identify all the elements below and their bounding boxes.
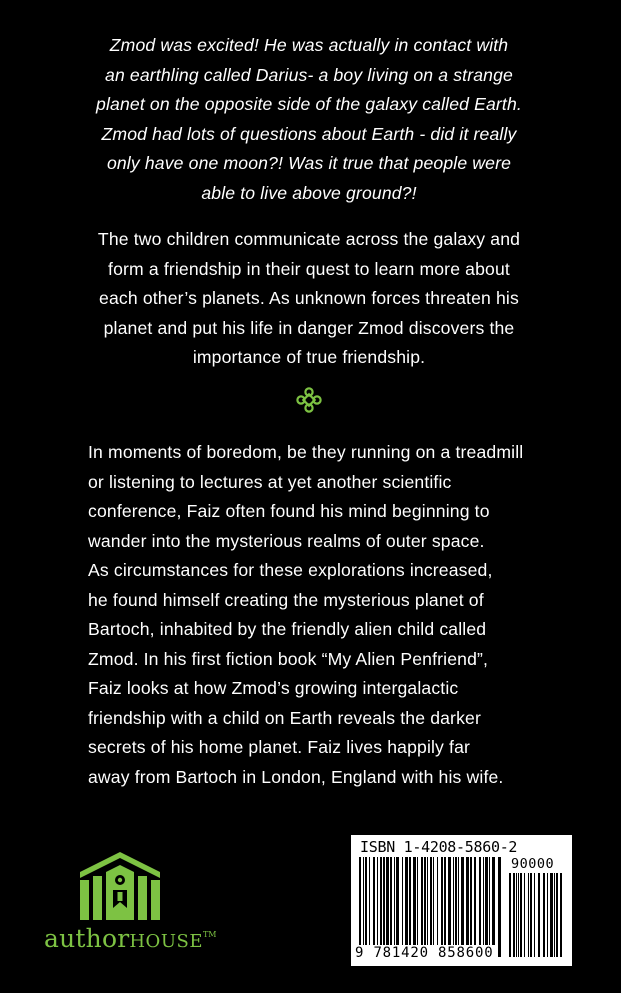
barcode-bar bbox=[413, 857, 416, 945]
author-bio-line: Zmod. In his first fiction book “My Alien Penfriend”, bbox=[88, 648, 489, 669]
trademark-mark: TM bbox=[202, 930, 217, 939]
barcode-bar bbox=[427, 857, 428, 945]
publisher-name-part1: author bbox=[44, 924, 130, 953]
addon-digits: 90000 bbox=[511, 856, 555, 872]
barcode-bar bbox=[483, 857, 484, 945]
author-bio-line: secrets of his home planet. Faiz lives happily far bbox=[88, 737, 471, 757]
author-bio-line: wander into the mysterious realms of outer space. bbox=[88, 530, 485, 551]
barcode-bar bbox=[409, 857, 411, 945]
synopsis-line: planet and put his life in danger Zmod discovers the bbox=[103, 317, 515, 338]
barcode-bar bbox=[485, 857, 488, 945]
barcode-bar bbox=[489, 857, 490, 945]
addon-bar bbox=[550, 873, 553, 957]
synopsis-line: The two children communicate across the galaxy and bbox=[97, 229, 521, 249]
teaser-paragraph bbox=[88, 31, 530, 208]
publisher-logo bbox=[40, 846, 220, 956]
barcode-bar bbox=[453, 857, 454, 945]
barcode-bar bbox=[405, 857, 408, 945]
teaser-line: an earthling called Darius- a boy living on a strange bbox=[105, 64, 513, 85]
addon-bar bbox=[560, 873, 562, 957]
addon-bar bbox=[513, 873, 515, 957]
addon-bar bbox=[556, 873, 558, 957]
author-bio-line: conference, Faiz often found his mind beginning to bbox=[88, 501, 490, 521]
addon-bar bbox=[530, 873, 532, 957]
synopsis-paragraph bbox=[88, 225, 530, 373]
addon-bar bbox=[518, 873, 519, 957]
barcode-bar bbox=[479, 857, 481, 945]
author-bio-line: or listening to lectures at yet another scientific bbox=[88, 471, 452, 492]
barcode-bar bbox=[402, 857, 403, 945]
barcode-bar bbox=[437, 857, 438, 945]
barcode-bar bbox=[474, 857, 476, 945]
barcode-bar bbox=[433, 857, 434, 945]
synopsis-line: importance of true friendship. bbox=[192, 347, 426, 367]
addon-bar bbox=[528, 873, 529, 957]
barcode-bar bbox=[373, 857, 375, 945]
author-bio-paragraph bbox=[88, 438, 530, 792]
barcode-bar bbox=[396, 857, 399, 945]
synopsis-line: each other’s planets. As unknown forces threaten his bbox=[99, 288, 519, 308]
synopsis-line: form a friendship in their quest to learn more about bbox=[108, 258, 510, 279]
publisher-wordmark bbox=[44, 924, 217, 953]
isbn-barcode bbox=[351, 835, 572, 966]
barcode-bar bbox=[470, 857, 472, 945]
barcode-bar bbox=[365, 857, 367, 945]
teaser-line: only have one moon?! Was it true that people were bbox=[106, 153, 512, 173]
ean-digits: 9 781420 858600 bbox=[355, 945, 494, 961]
addon-bar bbox=[547, 873, 548, 957]
barcode-bar bbox=[430, 857, 432, 957]
teaser-line: able to live above ground?! bbox=[201, 182, 417, 203]
barcode-bar bbox=[417, 857, 418, 945]
author-bio-line: Faiz looks at how Zmod’s growing intergalactic bbox=[88, 678, 459, 698]
barcode-bar bbox=[359, 857, 361, 957]
addon-bar bbox=[554, 873, 555, 957]
teaser-line: Zmod was excited! He was actually in contact with bbox=[109, 35, 509, 55]
barcode-bar bbox=[390, 857, 392, 945]
barcode-bar bbox=[383, 857, 385, 945]
teaser-line: planet on the opposite side of the galaxy called Earth. bbox=[96, 94, 522, 114]
barcode-bar bbox=[421, 857, 423, 945]
barcode-bar bbox=[466, 857, 469, 945]
publisher-name-part2: HOUSE bbox=[129, 931, 203, 952]
barcode-bar bbox=[377, 857, 378, 945]
author-bio-line: Bartoch, inhabited by the friendly alien child called bbox=[88, 619, 487, 639]
barcode-bar bbox=[369, 857, 370, 945]
addon-bar bbox=[524, 873, 525, 957]
house-logo-icon bbox=[72, 846, 168, 922]
barcode-bar bbox=[386, 857, 389, 945]
author-bio-line: away from Bartoch in London, England with his wife. bbox=[88, 766, 504, 787]
author-bio-line: friendship with a child on Earth reveals the darker bbox=[88, 707, 481, 728]
barcode-bar bbox=[458, 857, 459, 945]
knot-ornament-icon bbox=[295, 386, 323, 414]
isbn-text: ISBN 1-4208-5860-2 bbox=[360, 838, 518, 856]
addon-bar bbox=[516, 873, 517, 957]
barcode-bar bbox=[448, 857, 451, 945]
barcode-bar bbox=[441, 857, 443, 945]
barcode-bar bbox=[380, 857, 382, 945]
addon-bar bbox=[543, 873, 545, 957]
barcode-bar bbox=[444, 857, 446, 945]
barcode-bar bbox=[363, 857, 364, 945]
teaser-line: Zmod had lots of questions about Earth - did it really bbox=[101, 123, 517, 144]
addon-bar bbox=[509, 873, 511, 957]
addon-bar bbox=[534, 873, 535, 957]
barcode-bar bbox=[498, 857, 501, 957]
addon-bar bbox=[520, 873, 522, 957]
author-bio-line: In moments of boredom, be they running on a treadmill bbox=[88, 442, 524, 462]
author-bio-line: As circumstances for these explorations increased, bbox=[88, 560, 493, 580]
author-bio-line: he found himself creating the mysterious planet of bbox=[88, 589, 484, 610]
barcode-bar bbox=[461, 857, 464, 945]
barcode-bar bbox=[394, 857, 395, 945]
barcode-bar bbox=[492, 857, 495, 945]
barcode-bar bbox=[424, 857, 426, 945]
barcode-bar bbox=[455, 857, 457, 945]
addon-bar bbox=[538, 873, 540, 957]
